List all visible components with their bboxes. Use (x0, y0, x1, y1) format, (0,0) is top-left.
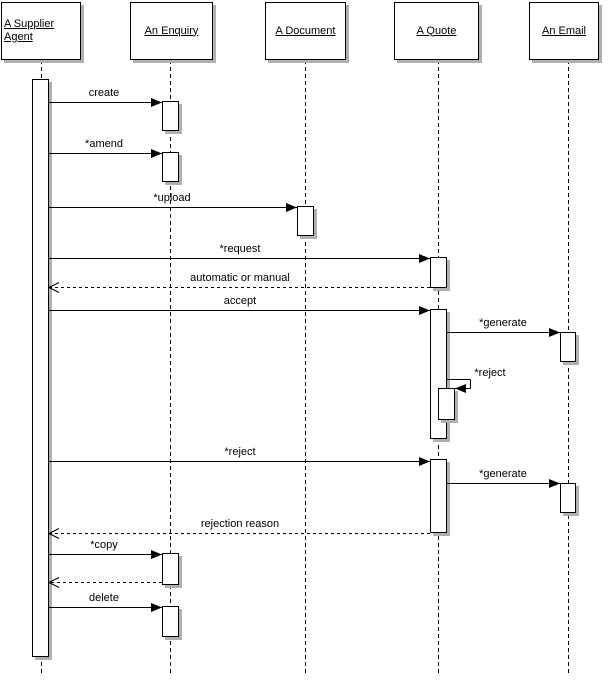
actor-label-supplier-agent: A Supplier Agent (4, 18, 55, 43)
activation-email-generate-2 (560, 483, 576, 513)
actor-box-document (265, 2, 346, 60)
activation-quote-reject-nested (438, 388, 455, 420)
actor-box-supplier-agent (1, 2, 81, 60)
actor-label-enquiry: An Enquiry (144, 24, 199, 37)
message-label-accept: accept (223, 295, 257, 307)
activation-supplier-agent-main (32, 79, 49, 657)
actor-box-email (529, 2, 599, 60)
activation-email-generate-1 (560, 332, 576, 362)
message-label-generate-1: *generate (479, 317, 527, 329)
message-label-delete: delete (89, 592, 119, 604)
actor-box-quote (394, 2, 479, 60)
message-label-reject-self: *reject (474, 367, 506, 379)
activation-enquiry-create (162, 101, 179, 131)
message-label-automatic-or-manual: automatic or manual (190, 272, 290, 284)
message-label-upload: *upload (153, 192, 191, 204)
activation-enquiry-amend (162, 152, 179, 182)
actor-label-document: A Document (275, 24, 336, 37)
actor-label-quote: A Quote (416, 24, 457, 37)
message-label-amend: *amend (85, 138, 123, 150)
activation-enquiry-delete (162, 606, 179, 637)
activation-quote-request (430, 257, 447, 288)
activation-enquiry-copy (162, 553, 179, 585)
message-label-rejection-reason: rejection reason (200, 518, 280, 530)
actor-label-email: An Email (541, 24, 587, 37)
actor-box-enquiry (130, 2, 213, 60)
message-label-request: *request (219, 243, 261, 255)
activation-quote-reject (430, 459, 447, 533)
message-label-reject: *reject (224, 446, 256, 458)
message-label-create: create (88, 87, 120, 99)
activation-document-upload (297, 206, 314, 236)
message-label-generate-2: *generate (479, 468, 527, 480)
message-label-copy: *copy (90, 539, 118, 551)
